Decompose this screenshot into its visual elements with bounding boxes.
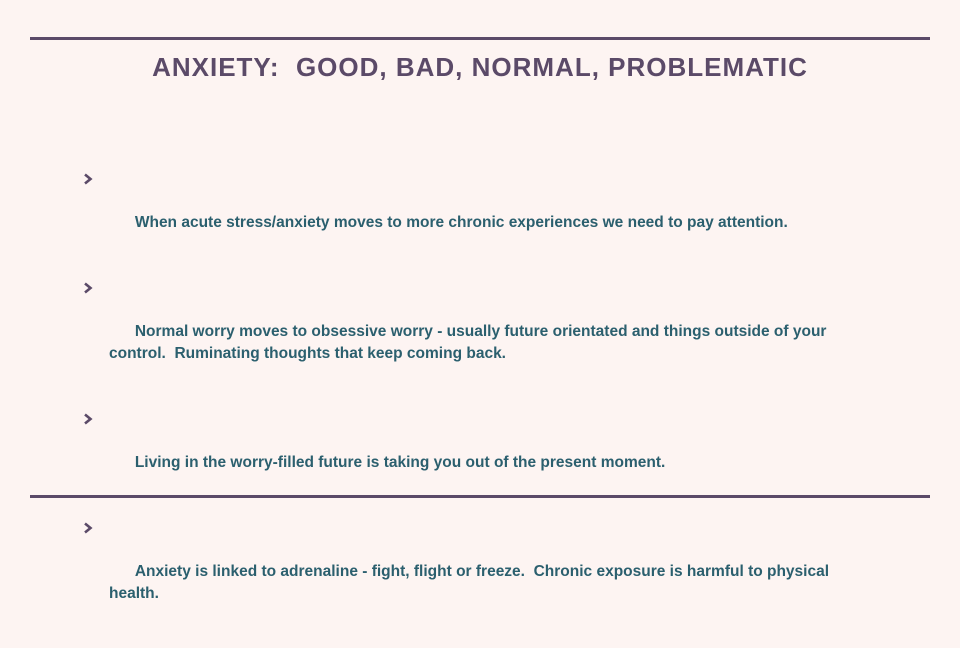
bullet-text: Anxiety is linked to adrenaline - fight, flight or freeze. Chronic exposure is harmful to physical health. [109,563,834,602]
chevron-right-icon [82,522,94,534]
bullet-text: When acute stress/anxiety moves to more chronic experiences we need to pay attention. [134,214,788,231]
chevron-right-icon [82,173,94,185]
bottom-divider [30,495,930,498]
bullet-text: Living in the worry-filled future is taking you out of the present moment. [134,454,666,471]
top-divider [30,37,930,40]
bullet-text: Normal worry moves to obsessive worry - usually future orientated and things outside of your control. Ruminating thoughts that keep coming back. [109,323,831,362]
bullet-item [80,408,840,496]
chevron-right-icon [82,282,94,294]
slide-title: ANXIETY: GOOD, BAD, NORMAL, PROBLEMATIC [152,52,808,82]
bullet-list [80,168,840,648]
bullet-item [80,277,840,387]
bullet-item [80,168,840,256]
chevron-right-icon [82,413,94,425]
bullet-item [80,517,840,627]
